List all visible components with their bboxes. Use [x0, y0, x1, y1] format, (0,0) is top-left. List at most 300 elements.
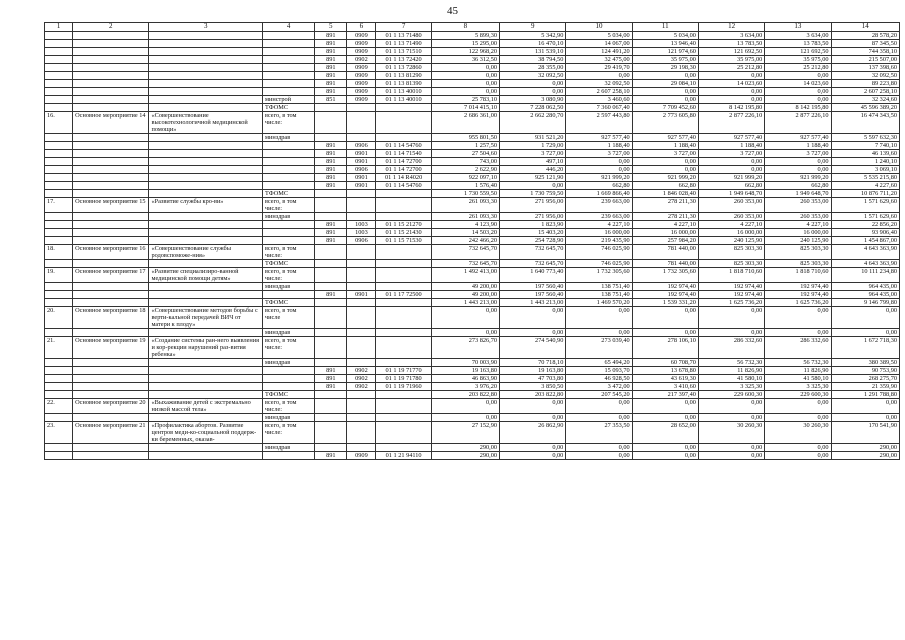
cell-col-7	[376, 307, 431, 329]
cell-col-6: 0909	[347, 40, 376, 48]
cell-col-11: 0,00	[632, 166, 698, 174]
cell-col-9: 732 645,70	[500, 245, 566, 260]
cell-col-8: 2 686 361,00	[431, 112, 499, 134]
cell-col-7	[376, 112, 431, 134]
cell-col-3	[149, 291, 263, 299]
cell-col-13: 1 818 710,60	[765, 268, 831, 283]
cell-col-6: 0906	[347, 142, 376, 150]
cell-col-8: 3 976,20	[431, 383, 499, 391]
cell-col-2: Основное мероприятие 14	[73, 112, 149, 134]
cell-col-6	[347, 337, 376, 359]
cell-col-10: 0,00	[566, 166, 632, 174]
table-row	[45, 64, 900, 72]
cell-col-2: Основное мероприятие 21	[73, 422, 149, 444]
cell-col-6: 0909	[347, 72, 376, 80]
cell-col-12: 921 999,20	[698, 174, 764, 182]
cell-col-7	[376, 260, 431, 268]
cell-col-2: Основное мероприятие 18	[73, 307, 149, 329]
cell-col-2	[73, 150, 149, 158]
cell-col-9: 2 662 280,70	[500, 112, 566, 134]
cell-col-3: «Выхаживание детей с экстремально низкой массой тела»	[149, 399, 263, 414]
cell-col-11: 257 984,20	[632, 237, 698, 245]
cell-col-6	[347, 414, 376, 422]
cell-col-8: 1 257,50	[431, 142, 499, 150]
cell-col-2	[73, 213, 149, 221]
cell-col-10: 3 460,60	[566, 96, 632, 104]
cell-col-3	[149, 104, 263, 112]
cell-col-9: 15 403,20	[500, 229, 566, 237]
cell-col-3	[149, 452, 263, 460]
cell-col-7	[376, 198, 431, 213]
cell-col-8: 290,00	[431, 444, 499, 452]
cell-col-11: 278 106,10	[632, 337, 698, 359]
cell-col-3: «Совершенствование службы родовспоможе-ния»	[149, 245, 263, 260]
cell-col-10: 138 751,40	[566, 283, 632, 291]
cell-col-8: 203 822,80	[431, 391, 499, 399]
cell-col-8: 743,00	[431, 158, 499, 166]
cell-col-14: 170 541,90	[831, 422, 899, 444]
cell-col-11: 60 708,70	[632, 359, 698, 367]
cell-col-12: 1 818 710,60	[698, 268, 764, 283]
cell-col-3	[149, 64, 263, 72]
cell-col-7: 01 1 14 72700	[376, 158, 431, 166]
cell-col-2	[73, 299, 149, 307]
cell-col-5: 891	[315, 174, 347, 182]
cell-col-5	[315, 399, 347, 414]
cell-col-4: минздрав	[262, 213, 314, 221]
cell-col-7: 01 1 21 94110	[376, 452, 431, 460]
cell-col-2	[73, 391, 149, 399]
cell-col-4	[262, 375, 314, 383]
cell-col-4	[262, 64, 314, 72]
table-row	[45, 359, 900, 367]
cell-col-13: 0,00	[765, 72, 831, 80]
cell-col-2	[73, 88, 149, 96]
cell-col-3	[149, 166, 263, 174]
cell-col-1: 23.	[45, 422, 73, 444]
table-row	[45, 422, 900, 444]
cell-col-8: 0,00	[431, 64, 499, 72]
cell-col-3	[149, 367, 263, 375]
cell-col-7: 01 1 15 21270	[376, 221, 431, 229]
cell-col-1: 16.	[45, 112, 73, 134]
cell-col-12: 927 577,40	[698, 134, 764, 142]
table-row	[45, 399, 900, 414]
cell-col-5: 891	[315, 56, 347, 64]
cell-col-12: 1 625 736,20	[698, 299, 764, 307]
cell-col-5: 891	[315, 375, 347, 383]
cell-col-11: 217 397,40	[632, 391, 698, 399]
cell-col-9: 70 718,10	[500, 359, 566, 367]
cell-col-12: 4 227,10	[698, 221, 764, 229]
cell-col-10: 0,00	[566, 158, 632, 166]
cell-col-9: 3 727,00	[500, 150, 566, 158]
cell-col-3	[149, 237, 263, 245]
cell-col-6	[347, 391, 376, 399]
header-col-12: 12	[698, 23, 764, 32]
header-col-11: 11	[632, 23, 698, 32]
cell-col-13: 121 692,50	[765, 48, 831, 56]
cell-col-8: 49 200,00	[431, 283, 499, 291]
cell-col-9: 26 862,90	[500, 422, 566, 444]
cell-col-14: 1 454 867,00	[831, 237, 899, 245]
table-row	[45, 414, 900, 422]
table-row	[45, 198, 900, 213]
cell-col-6: 0909	[347, 96, 376, 104]
cell-col-1: 18.	[45, 245, 73, 260]
cell-col-3	[149, 134, 263, 142]
cell-col-10: 273 039,40	[566, 337, 632, 359]
cell-col-11: 781 440,00	[632, 245, 698, 260]
cell-col-2	[73, 452, 149, 460]
cell-col-3	[149, 283, 263, 291]
table-row	[45, 48, 900, 56]
cell-col-6: 0901	[347, 182, 376, 190]
cell-col-7: 01 1 13 81290	[376, 72, 431, 80]
cell-col-1	[45, 134, 73, 142]
cell-col-13: 0,00	[765, 96, 831, 104]
cell-col-3	[149, 142, 263, 150]
cell-col-9: 197 560,40	[500, 291, 566, 299]
cell-col-13: 927 577,40	[765, 134, 831, 142]
cell-col-11: 29 198,30	[632, 64, 698, 72]
cell-col-7: 01 1 15 71530	[376, 237, 431, 245]
cell-col-6: 0902	[347, 375, 376, 383]
cell-col-6	[347, 399, 376, 414]
cell-col-11: 3 410,60	[632, 383, 698, 391]
cell-col-14: 32 092,50	[831, 72, 899, 80]
cell-col-14: 0,00	[831, 399, 899, 414]
cell-col-12: 662,80	[698, 182, 764, 190]
cell-col-11: 0,00	[632, 96, 698, 104]
cell-col-10: 239 663,00	[566, 198, 632, 213]
cell-col-3	[149, 260, 263, 268]
cell-col-14: 137 398,60	[831, 64, 899, 72]
cell-col-3	[149, 299, 263, 307]
table-row	[45, 190, 900, 198]
table-row	[45, 158, 900, 166]
cell-col-5: 891	[315, 48, 347, 56]
cell-col-9: 271 956,00	[500, 198, 566, 213]
cell-col-10: 239 663,00	[566, 213, 632, 221]
cell-col-5	[315, 260, 347, 268]
cell-col-5: 891	[315, 383, 347, 391]
cell-col-12: 0,00	[698, 72, 764, 80]
cell-col-10: 1 669 866,40	[566, 190, 632, 198]
table-row	[45, 367, 900, 375]
cell-col-13: 25 212,80	[765, 64, 831, 72]
cell-col-7: 01 1 13 72420	[376, 56, 431, 64]
cell-col-5	[315, 422, 347, 444]
cell-col-8: 7 014 415,10	[431, 104, 499, 112]
cell-col-11: 0,00	[632, 88, 698, 96]
cell-col-2	[73, 291, 149, 299]
cell-col-6	[347, 422, 376, 444]
cell-col-5: 891	[315, 182, 347, 190]
cell-col-5	[315, 213, 347, 221]
table-row	[45, 56, 900, 64]
cell-col-4: ТФОМС	[262, 190, 314, 198]
cell-col-13: 0,00	[765, 307, 831, 329]
cell-col-12: 8 142 195,80	[698, 104, 764, 112]
cell-col-6: 0909	[347, 48, 376, 56]
cell-col-7: 01 1 13 81390	[376, 80, 431, 88]
table-row	[45, 174, 900, 182]
cell-col-2	[73, 375, 149, 383]
cell-col-7	[376, 283, 431, 291]
cell-col-9: 0,00	[500, 329, 566, 337]
cell-col-8: 15 295,00	[431, 40, 499, 48]
cell-col-12: 121 692,50	[698, 48, 764, 56]
cell-col-10: 1 732 305,60	[566, 268, 632, 283]
cell-col-11: 3 727,00	[632, 150, 698, 158]
cell-col-4: ТФОМС	[262, 260, 314, 268]
cell-col-5: 891	[315, 221, 347, 229]
cell-col-7: 01 1 13 40010	[376, 88, 431, 96]
cell-col-2	[73, 383, 149, 391]
cell-col-11: 29 084,10	[632, 80, 698, 88]
cell-col-14: 21 359,90	[831, 383, 899, 391]
cell-col-4	[262, 40, 314, 48]
cell-col-11: 921 999,20	[632, 174, 698, 182]
cell-col-6	[347, 198, 376, 213]
cell-col-13: 13 783,50	[765, 40, 831, 48]
cell-col-4: всего, в том числе:	[262, 399, 314, 414]
cell-col-2	[73, 260, 149, 268]
cell-col-1	[45, 299, 73, 307]
cell-col-9: 3 850,50	[500, 383, 566, 391]
cell-col-13: 3 634,00	[765, 32, 831, 40]
cell-col-12: 0,00	[698, 158, 764, 166]
cell-col-10: 7 360 067,40	[566, 104, 632, 112]
cell-col-3	[149, 213, 263, 221]
cell-col-1	[45, 414, 73, 422]
cell-col-7: 01 1 13 71480	[376, 32, 431, 40]
cell-col-10: 32 092,50	[566, 80, 632, 88]
cell-col-14: 380 389,50	[831, 359, 899, 367]
cell-col-7	[376, 414, 431, 422]
cell-col-2: Основное мероприятие 20	[73, 399, 149, 414]
cell-col-1	[45, 283, 73, 291]
cell-col-1	[45, 229, 73, 237]
cell-col-4	[262, 291, 314, 299]
cell-col-6	[347, 260, 376, 268]
cell-col-8: 290,00	[431, 452, 499, 460]
cell-col-6: 0902	[347, 383, 376, 391]
cell-col-5	[315, 245, 347, 260]
cell-col-1: 22.	[45, 399, 73, 414]
table-row	[45, 134, 900, 142]
cell-col-6	[347, 444, 376, 452]
cell-col-8: 27 504,60	[431, 150, 499, 158]
cell-col-11: 28 652,00	[632, 422, 698, 444]
cell-col-1	[45, 383, 73, 391]
table-row	[45, 104, 900, 112]
cell-col-6: 0909	[347, 32, 376, 40]
cell-col-10: 138 751,40	[566, 291, 632, 299]
cell-col-8: 1 576,40	[431, 182, 499, 190]
cell-col-4	[262, 452, 314, 460]
cell-col-11: 35 975,00	[632, 56, 698, 64]
cell-col-4: всего, в том числе	[262, 307, 314, 329]
cell-col-9: 446,20	[500, 166, 566, 174]
header-col-9: 9	[500, 23, 566, 32]
cell-col-10: 2 597 443,80	[566, 112, 632, 134]
cell-col-13: 56 732,30	[765, 359, 831, 367]
cell-col-1	[45, 32, 73, 40]
cell-col-10: 1 188,40	[566, 142, 632, 150]
cell-col-5: 891	[315, 166, 347, 174]
cell-col-2	[73, 182, 149, 190]
cell-col-13: 260 353,00	[765, 213, 831, 221]
cell-col-6: 0909	[347, 64, 376, 72]
cell-col-1	[45, 182, 73, 190]
cell-col-11: 0,00	[632, 452, 698, 460]
cell-col-14: 4 227,60	[831, 182, 899, 190]
cell-col-13: 14 023,60	[765, 80, 831, 88]
cell-col-11: 7 709 452,60	[632, 104, 698, 112]
cell-col-2	[73, 367, 149, 375]
cell-col-11: 927 577,40	[632, 134, 698, 142]
cell-col-4	[262, 182, 314, 190]
cell-col-1	[45, 391, 73, 399]
table-row	[45, 80, 900, 88]
cell-col-14: 3 069,10	[831, 166, 899, 174]
cell-col-12: 0,00	[698, 399, 764, 414]
cell-col-1	[45, 452, 73, 460]
cell-col-13: 192 974,40	[765, 291, 831, 299]
cell-col-12: 25 212,80	[698, 64, 764, 72]
cell-col-9: 19 163,80	[500, 367, 566, 375]
table-row	[45, 329, 900, 337]
table-row	[45, 283, 900, 291]
cell-col-13: 286 332,60	[765, 337, 831, 359]
cell-col-10: 16 000,00	[566, 229, 632, 237]
header-col-6: 6	[347, 23, 376, 32]
cell-col-1: 19.	[45, 268, 73, 283]
cell-col-5: 851	[315, 96, 347, 104]
cell-col-7	[376, 104, 431, 112]
cell-col-3	[149, 329, 263, 337]
cell-col-7	[376, 422, 431, 444]
cell-col-2	[73, 48, 149, 56]
cell-col-13: 0,00	[765, 444, 831, 452]
cell-col-12: 41 580,10	[698, 375, 764, 383]
cell-col-8: 0,00	[431, 80, 499, 88]
cell-col-14: 16 474 343,50	[831, 112, 899, 134]
cell-col-10: 46 928,50	[566, 375, 632, 383]
cell-col-13: 0,00	[765, 414, 831, 422]
cell-col-5	[315, 391, 347, 399]
cell-col-2: Основное мероприятие 16	[73, 245, 149, 260]
cell-col-10: 5 034,00	[566, 32, 632, 40]
cell-col-5	[315, 134, 347, 142]
cell-col-12: 0,00	[698, 88, 764, 96]
cell-col-13: 229 600,30	[765, 391, 831, 399]
cell-col-13: 260 353,00	[765, 198, 831, 213]
cell-col-9: 0,00	[500, 414, 566, 422]
cell-col-8: 922 097,10	[431, 174, 499, 182]
cell-col-13: 1 188,40	[765, 142, 831, 150]
cell-col-1	[45, 56, 73, 64]
cell-col-14: 290,00	[831, 452, 899, 460]
cell-col-9: 38 794,50	[500, 56, 566, 64]
cell-col-11: 1 846 028,40	[632, 190, 698, 198]
cell-col-1: 17.	[45, 198, 73, 213]
cell-col-3	[149, 80, 263, 88]
cell-col-11: 0,00	[632, 444, 698, 452]
cell-col-7: 01 1 14 54760	[376, 182, 431, 190]
table-row	[45, 40, 900, 48]
cell-col-9: 0,00	[500, 399, 566, 414]
cell-col-4	[262, 80, 314, 88]
header-col-8: 8	[431, 23, 499, 32]
cell-col-9: 274 540,90	[500, 337, 566, 359]
cell-col-6: 1003	[347, 221, 376, 229]
table-row	[45, 444, 900, 452]
cell-col-8: 732 645,70	[431, 245, 499, 260]
cell-col-5	[315, 337, 347, 359]
cell-col-9: 197 560,40	[500, 283, 566, 291]
cell-col-9: 931 521,20	[500, 134, 566, 142]
cell-col-5: 891	[315, 237, 347, 245]
cell-col-6	[347, 245, 376, 260]
cell-col-7	[376, 190, 431, 198]
cell-col-3	[149, 56, 263, 64]
cell-col-1	[45, 174, 73, 182]
cell-col-12: 825 303,30	[698, 260, 764, 268]
cell-col-12: 30 260,30	[698, 422, 764, 444]
cell-col-5: 891	[315, 32, 347, 40]
cell-col-3	[149, 383, 263, 391]
cell-col-14: 45 596 389,20	[831, 104, 899, 112]
cell-col-12: 2 877 226,10	[698, 112, 764, 134]
cell-col-4	[262, 48, 314, 56]
cell-col-8: 25 783,10	[431, 96, 499, 104]
budget-table	[44, 22, 900, 460]
cell-col-4	[262, 150, 314, 158]
cell-col-13: 921 999,20	[765, 174, 831, 182]
cell-col-1	[45, 367, 73, 375]
cell-col-11: 1 539 331,20	[632, 299, 698, 307]
cell-col-12: 260 353,00	[698, 198, 764, 213]
cell-col-10: 219 435,90	[566, 237, 632, 245]
cell-col-12: 35 975,00	[698, 56, 764, 64]
cell-col-2: Основное мероприятие 19	[73, 337, 149, 359]
cell-col-8: 1 443 213,00	[431, 299, 499, 307]
cell-col-6: 0902	[347, 56, 376, 64]
cell-col-6	[347, 359, 376, 367]
cell-col-8: 0,00	[431, 72, 499, 80]
cell-col-7	[376, 391, 431, 399]
cell-col-6	[347, 299, 376, 307]
cell-col-6: 0901	[347, 291, 376, 299]
cell-col-10: 0,00	[566, 414, 632, 422]
cell-col-6: 0902	[347, 367, 376, 375]
header-col-13: 13	[765, 23, 831, 32]
cell-col-8: 273 826,70	[431, 337, 499, 359]
cell-col-7	[376, 359, 431, 367]
cell-col-7: 01 1 19 71780	[376, 375, 431, 383]
cell-col-2	[73, 96, 149, 104]
cell-col-12: 1 949 648,70	[698, 190, 764, 198]
cell-col-9: 203 822,80	[500, 391, 566, 399]
cell-col-14: 5 597 632,30	[831, 134, 899, 142]
cell-col-14: 964 435,00	[831, 291, 899, 299]
cell-col-12: 13 783,50	[698, 40, 764, 48]
header-col-5: 5	[315, 23, 347, 32]
cell-col-5	[315, 299, 347, 307]
